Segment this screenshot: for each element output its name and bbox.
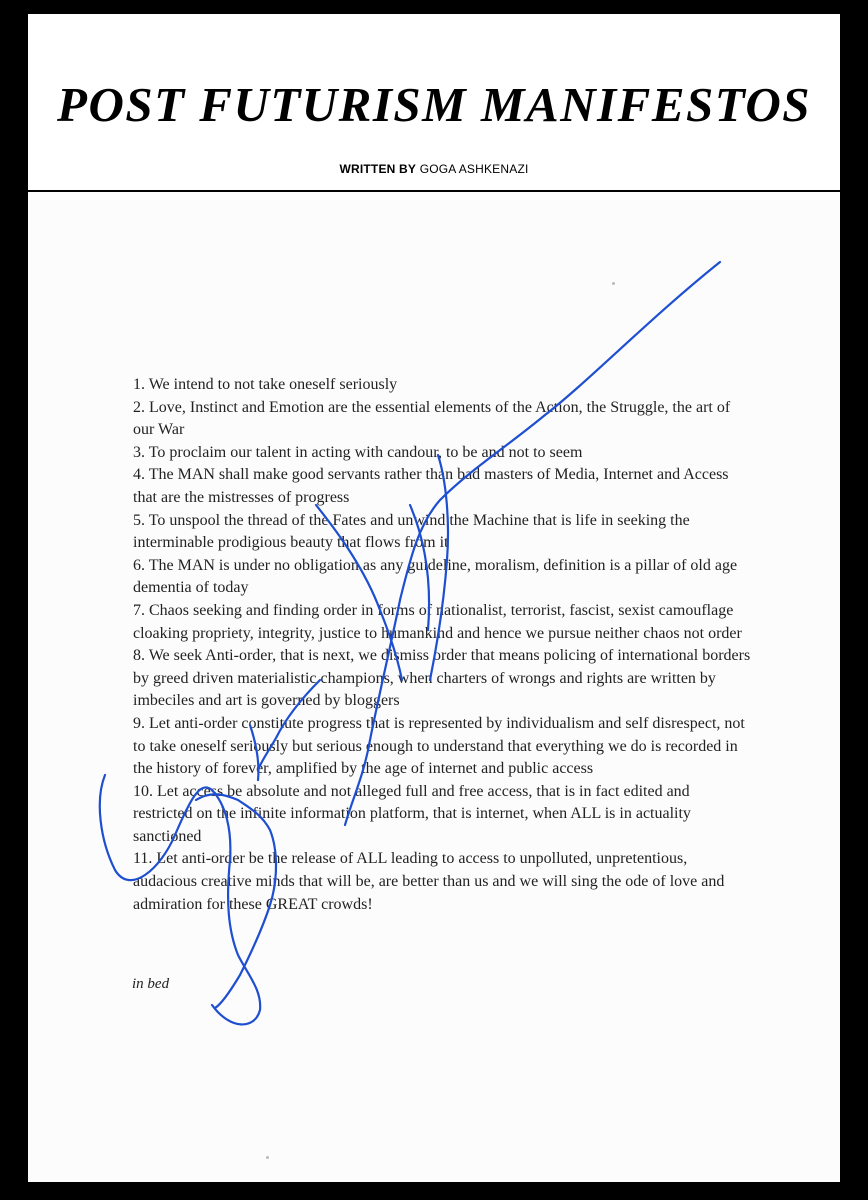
manifesto-item: 5. To unspool the thread of the Fates and unwind the Machine that is life in seeking the interminable prodigious beauty that flows from it [133, 511, 690, 552]
byline-prefix: WRITTEN BY [339, 162, 417, 176]
manifesto-item: 2. Love, Instinct and Emotion are the essential elements of the Action, the Struggle, the art of our War [133, 398, 731, 439]
scan-speck [612, 282, 615, 285]
manifesto-item: 7. Chaos seeking and finding order in forms of nationalist, terrorist, fascist, sexist camouflage cloaking propriety, integrity, justice to humankind and hence we pursue neither chaos not order [133, 601, 742, 642]
manifesto-item: 1. We intend to not take oneself seriously [133, 376, 398, 393]
manifesto-item: 11. Let anti-order be the release of ALL leading to access to unpolluted, unpretentious, audacious creative minds that will be, are better than us and we will sing the ode of love and admiration for these GREAT crowds! [133, 850, 725, 913]
byline [28, 162, 840, 176]
page-title: POST FUTURISM MANIFESTOS [57, 77, 811, 132]
manifesto-item: 3. To proclaim our talent in acting with candour, to be and not to seem [133, 443, 583, 461]
article [28, 14, 840, 1182]
byline-author: GOGA ASHKENAZI [419, 162, 529, 176]
manifesto-list [133, 374, 753, 916]
manifesto-item: 9. Let anti-order constitute progress that is represented by individualism and self disrespect, not to take oneself seriously but serious enough to understand that everything we do is recorded in the history of forever, amplified by the age of internet and public access [133, 714, 745, 778]
manifesto-item: 6. The MAN is under no obligation as any guideline, moralism, definition is a pillar of old age dementia of today [133, 556, 738, 597]
signoff: in bed [132, 976, 170, 992]
article-header [28, 14, 840, 192]
scan-speck [266, 1156, 269, 1159]
manifesto-item: 8. We seek Anti-order, that is next, we dismiss order that means policing of international borders by greed driven materialistic champions, when charters of wrongs and rights are written by imbeciles and art is governed by bloggers [133, 647, 751, 710]
scanned-document [28, 192, 840, 1182]
manifesto-item: 4. The MAN shall make good servants rather than bad masters of Media, Internet and Access that are the mistresses of progress [133, 466, 729, 506]
manifesto-item: 10. Let access be absolute and not alleged full and free access, that is in fact edited and restricted on the infinite information platform, that is internet, when ALL is in actuality sanctioned [133, 782, 691, 845]
